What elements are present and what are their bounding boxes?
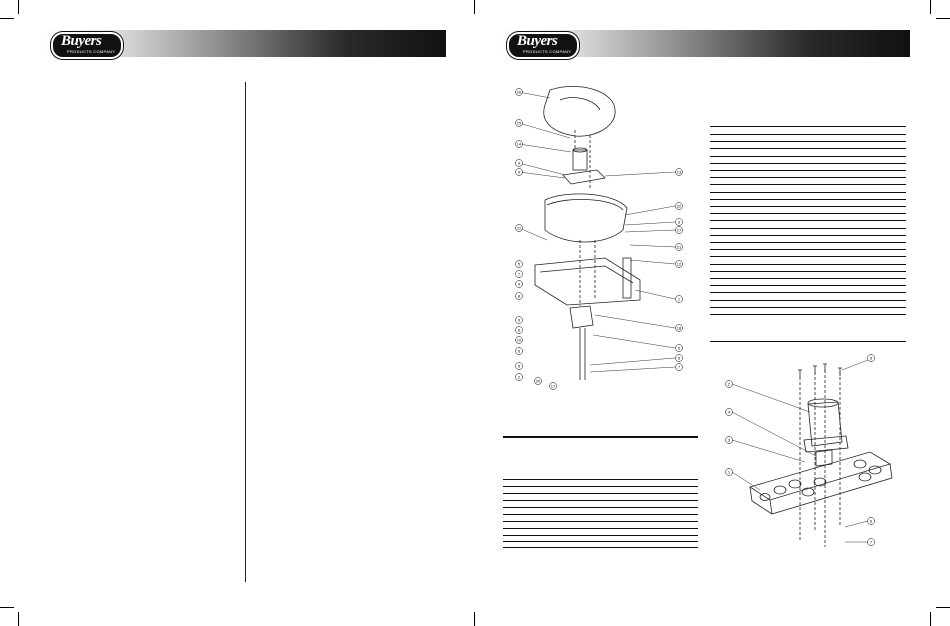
table-rule bbox=[710, 177, 906, 178]
crop-mark bbox=[474, 612, 475, 626]
buyers-logo bbox=[51, 32, 123, 59]
callout-3 bbox=[676, 219, 683, 226]
svg-text:10: 10 bbox=[516, 337, 522, 343]
table-rule bbox=[710, 192, 906, 193]
callout-20 bbox=[535, 378, 542, 385]
callout-7 bbox=[516, 271, 523, 278]
table-rule bbox=[503, 541, 698, 542]
table-rule bbox=[710, 271, 906, 272]
table-rule bbox=[710, 300, 906, 301]
svg-text:18: 18 bbox=[676, 325, 682, 331]
svg-text:5: 5 bbox=[869, 355, 873, 361]
table-rule bbox=[503, 547, 698, 548]
table-rule bbox=[710, 156, 906, 157]
motor-callout-1 bbox=[726, 469, 733, 476]
svg-text:7: 7 bbox=[677, 364, 681, 370]
callout-7b bbox=[676, 364, 683, 371]
svg-text:9: 9 bbox=[517, 160, 521, 166]
svg-text:17: 17 bbox=[550, 383, 556, 389]
table-rule bbox=[710, 170, 906, 171]
svg-text:11: 11 bbox=[516, 225, 522, 231]
logo-wordmark: Buyers bbox=[61, 33, 102, 49]
motor-callout-2 bbox=[726, 381, 733, 388]
table-rule bbox=[503, 521, 698, 522]
table-rule bbox=[710, 314, 906, 315]
table-rule bbox=[503, 486, 698, 487]
motor-callout-7 bbox=[868, 539, 875, 546]
right-header-banner bbox=[498, 30, 910, 57]
svg-text:14: 14 bbox=[516, 141, 522, 147]
table-rule bbox=[710, 249, 906, 250]
left-header-banner bbox=[42, 30, 446, 57]
callout-9b bbox=[516, 317, 523, 324]
svg-text:4: 4 bbox=[727, 409, 731, 415]
svg-text:5: 5 bbox=[677, 345, 681, 351]
table-rule bbox=[503, 493, 698, 494]
crop-mark bbox=[18, 0, 19, 14]
buyers-logo bbox=[507, 32, 579, 59]
svg-text:2: 2 bbox=[727, 381, 731, 387]
table-rule bbox=[503, 514, 698, 515]
table-rule bbox=[710, 141, 906, 142]
spreader-exploded-view bbox=[505, 80, 705, 410]
svg-text:5: 5 bbox=[677, 355, 681, 361]
svg-text:21: 21 bbox=[676, 244, 682, 250]
callout-5d bbox=[676, 345, 683, 352]
table-rule bbox=[710, 163, 906, 164]
svg-text:20: 20 bbox=[535, 378, 541, 384]
table-rule bbox=[710, 292, 906, 293]
callout-5b bbox=[516, 261, 523, 268]
callout-10 bbox=[516, 337, 523, 344]
svg-text:7: 7 bbox=[517, 271, 521, 277]
svg-text:5: 5 bbox=[517, 169, 521, 175]
svg-text:9: 9 bbox=[517, 317, 521, 323]
callout-4 bbox=[516, 281, 523, 288]
table-rule bbox=[710, 307, 906, 308]
table-rule bbox=[503, 535, 698, 536]
motor-exploded-view bbox=[720, 352, 900, 562]
crop-mark bbox=[0, 18, 14, 19]
logo-tagline: PRODUCTS COMPANY bbox=[523, 49, 572, 54]
table-rule bbox=[710, 278, 906, 279]
table-rule bbox=[710, 264, 906, 265]
callout-5e bbox=[676, 355, 683, 362]
table-rule bbox=[710, 220, 906, 221]
callout-5c bbox=[516, 363, 523, 370]
svg-text:6: 6 bbox=[517, 327, 521, 333]
table-rule bbox=[710, 242, 906, 243]
svg-text:12: 12 bbox=[676, 261, 682, 267]
motor-callout-3 bbox=[726, 437, 733, 444]
callout-11 bbox=[516, 225, 523, 232]
crop-mark bbox=[936, 607, 950, 608]
callout-8 bbox=[516, 293, 523, 300]
svg-text:1: 1 bbox=[727, 469, 731, 475]
callout-9 bbox=[516, 160, 523, 167]
svg-text:5: 5 bbox=[517, 363, 521, 369]
svg-text:15: 15 bbox=[516, 120, 522, 126]
crop-mark bbox=[930, 612, 931, 626]
svg-text:6: 6 bbox=[517, 348, 521, 354]
callout-21 bbox=[676, 244, 683, 251]
crop-mark bbox=[930, 0, 931, 14]
table-rule bbox=[503, 528, 698, 529]
table-rule bbox=[710, 228, 906, 229]
table-rule bbox=[503, 479, 698, 480]
svg-text:2: 2 bbox=[517, 374, 521, 380]
table-rule bbox=[710, 134, 906, 135]
callout-17 bbox=[676, 227, 683, 234]
table-rule bbox=[710, 213, 906, 214]
column-divider bbox=[245, 82, 246, 582]
crop-mark bbox=[474, 0, 475, 14]
svg-text:1: 1 bbox=[677, 296, 681, 302]
svg-text:3: 3 bbox=[727, 437, 731, 443]
motor-callout-4 bbox=[726, 409, 733, 416]
svg-text:17: 17 bbox=[676, 227, 682, 233]
svg-text:8: 8 bbox=[517, 293, 521, 299]
table-rule bbox=[710, 341, 906, 342]
svg-text:6: 6 bbox=[869, 518, 873, 524]
table-rule bbox=[710, 256, 906, 257]
callout-22 bbox=[676, 203, 683, 210]
table-rule bbox=[503, 507, 698, 508]
svg-text:13: 13 bbox=[676, 169, 682, 175]
svg-text:22: 22 bbox=[676, 203, 682, 209]
callout-1 bbox=[676, 296, 683, 303]
table-rule bbox=[710, 235, 906, 236]
svg-text:16: 16 bbox=[516, 89, 522, 95]
crop-mark bbox=[936, 18, 950, 19]
crop-mark bbox=[18, 612, 19, 626]
logo-tagline: PRODUCTS COMPANY bbox=[67, 49, 116, 54]
callout-13 bbox=[676, 169, 683, 176]
callout-17b bbox=[550, 383, 557, 390]
svg-text:7: 7 bbox=[869, 539, 873, 545]
callout-15 bbox=[516, 120, 523, 127]
callout-12 bbox=[676, 261, 683, 268]
logo-wordmark: Buyers bbox=[517, 33, 558, 49]
table-rule bbox=[710, 184, 906, 185]
table-rule bbox=[503, 500, 698, 501]
table-top-rule bbox=[503, 436, 698, 438]
svg-text:4: 4 bbox=[517, 281, 521, 287]
callout-2 bbox=[516, 374, 523, 381]
callout-6 bbox=[516, 327, 523, 334]
table-rule bbox=[710, 206, 906, 207]
motor-callout-5 bbox=[868, 355, 875, 362]
svg-text:3: 3 bbox=[677, 219, 681, 225]
svg-text:5: 5 bbox=[517, 261, 521, 267]
callout-16 bbox=[516, 89, 523, 96]
callout-5 bbox=[516, 169, 523, 176]
table-rule bbox=[710, 199, 906, 200]
table-rule bbox=[710, 285, 906, 286]
table-rule bbox=[710, 148, 906, 149]
callout-14 bbox=[516, 141, 523, 148]
callout-6b bbox=[516, 348, 523, 355]
crop-mark bbox=[0, 607, 14, 608]
callout-18 bbox=[676, 325, 683, 332]
motor-callout-6 bbox=[868, 518, 875, 525]
table-rule bbox=[710, 126, 906, 127]
